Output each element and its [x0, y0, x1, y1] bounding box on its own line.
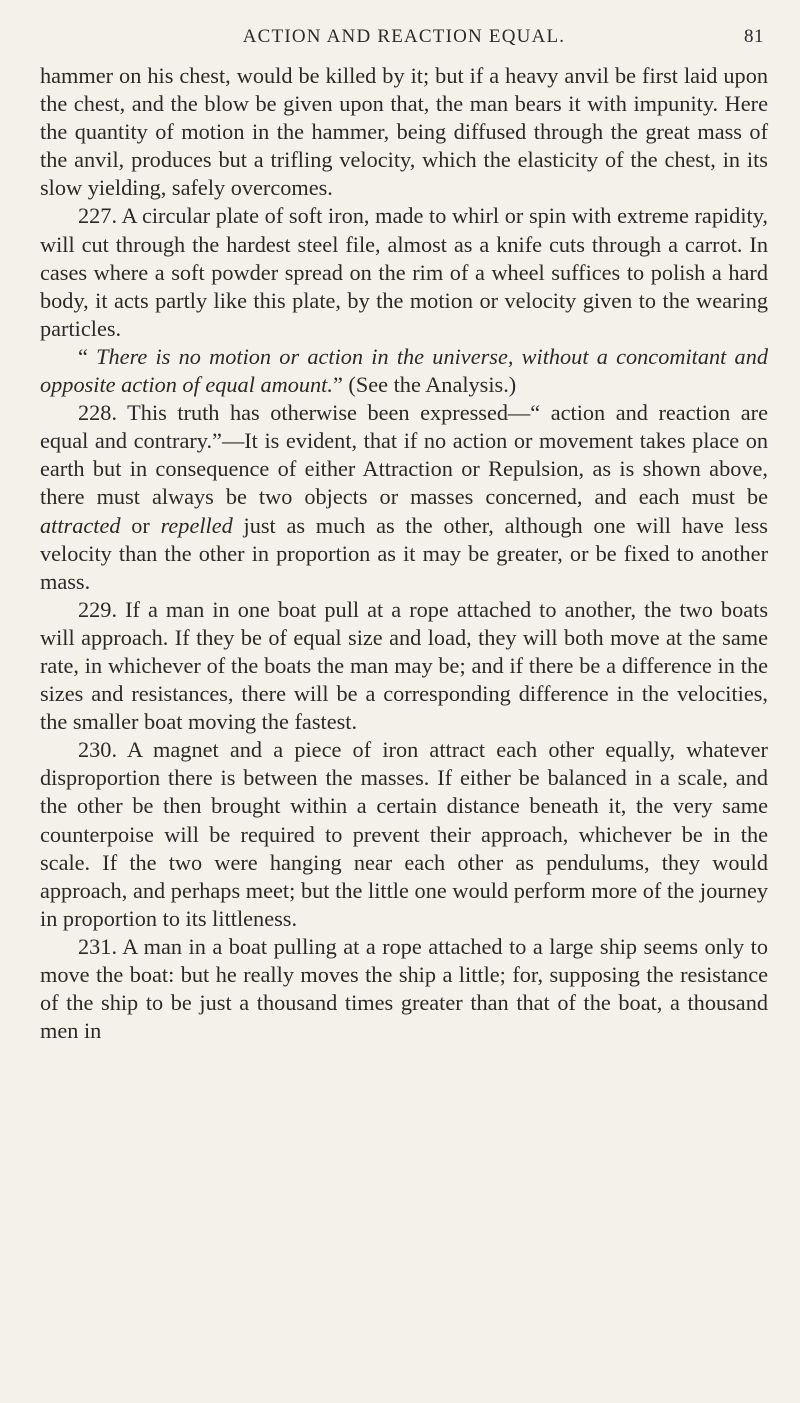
paragraph-number: 229. [78, 596, 118, 622]
paragraph-text: hammer on his chest, would be killed by it; but if a heavy anvil be first laid upon the chest, and the blow be given upon that, the man bears it with impunity. Here the quantity of motion in the hammer, being diffused through the great mass of the anvil, produces but a trifling velocity, which the elasticity of the chest, in its slow yielding, safely overcomes. [40, 63, 768, 201]
running-head [40, 0, 768, 62]
paragraph-228 [40, 399, 768, 596]
paragraph-text: If a man in one boat pull at a rope attached to another, the two boats will approach. If they be of equal size and load, they will both move at the same rate, in whichever of the boats the man may be; and if there be a difference in the sizes and resistances, there will be a corresponding difference in the velocities, the smaller boat moving the fastest. [40, 596, 768, 735]
paragraph-number: 230. [78, 737, 118, 763]
quotation-paragraph [40, 343, 768, 399]
paragraph-text: or [120, 512, 161, 538]
italic-word-attracted: attracted [40, 512, 121, 538]
paragraph-text: A man in a boat pulling at a rope attached to a large ship seems only to move the boat: but he really moves the ship a little; for, supposing the resistance of the ship to be just a thousand times greater than that of the boat, a thousand men in [40, 933, 768, 1044]
paragraph-text: A circular plate of soft iron, made to whirl or spin with extreme rapidity, will cut through the hardest steel file, almost as a knife cuts through a carrot. In cases where a soft powder spread on the rim of a wheel suffices to polish a hard body, it acts partly like this plate, by the motion or velocity given to the wearing particles. [40, 203, 768, 341]
paragraph-text: This truth has otherwise been expressed—“ action and reaction are equal and contrary.”—It is evident, that if no action or movement takes place on earth but in consequence of either Attraction or Repulsion, as is shown above, there must always be two objects or masses concerned, and each must be [40, 400, 769, 510]
italic-word-repelled: repelled [160, 512, 233, 538]
quote-open-mark: “ [78, 343, 97, 369]
page-number: 81 [744, 26, 764, 47]
analysis-reference: (See the Analysis.) [342, 372, 517, 398]
paragraph-continued [40, 62, 768, 202]
quote-close-mark: ” [332, 372, 343, 398]
paragraph-number: 227. [78, 203, 118, 229]
paragraph-231 [40, 933, 768, 1045]
paragraph-text: just as much as the other, although one will have less velocity than the other in proportion as it may be greater, or be fixed to another mass. [40, 512, 768, 594]
quotation-italic: There is no motion or action in the universe, without a concomitant and opposite action of equal amount. [40, 343, 768, 398]
running-title: ACTION AND REACTION EQUAL. [242, 26, 566, 47]
paragraph-number: 228. [78, 400, 118, 426]
paragraph-number: 231. [78, 933, 118, 959]
paragraph-227 [40, 202, 768, 342]
body-text [40, 62, 768, 1045]
paragraph-230 [40, 736, 768, 933]
paragraph-229 [40, 596, 768, 736]
paragraph-text: A magnet and a piece of iron attract each other equally, whatever disproportion there is between the masses. If either be balanced in a scale, and the other be then brought within a certain distance beneath it, the very same counterpoise will be required to prevent their approach, whichever be in the scale. If the two were hanging near each other as pendulums, they would approach, and perhaps meet; but the little one would perform more of the journey in proportion to its littleness. [40, 737, 768, 931]
